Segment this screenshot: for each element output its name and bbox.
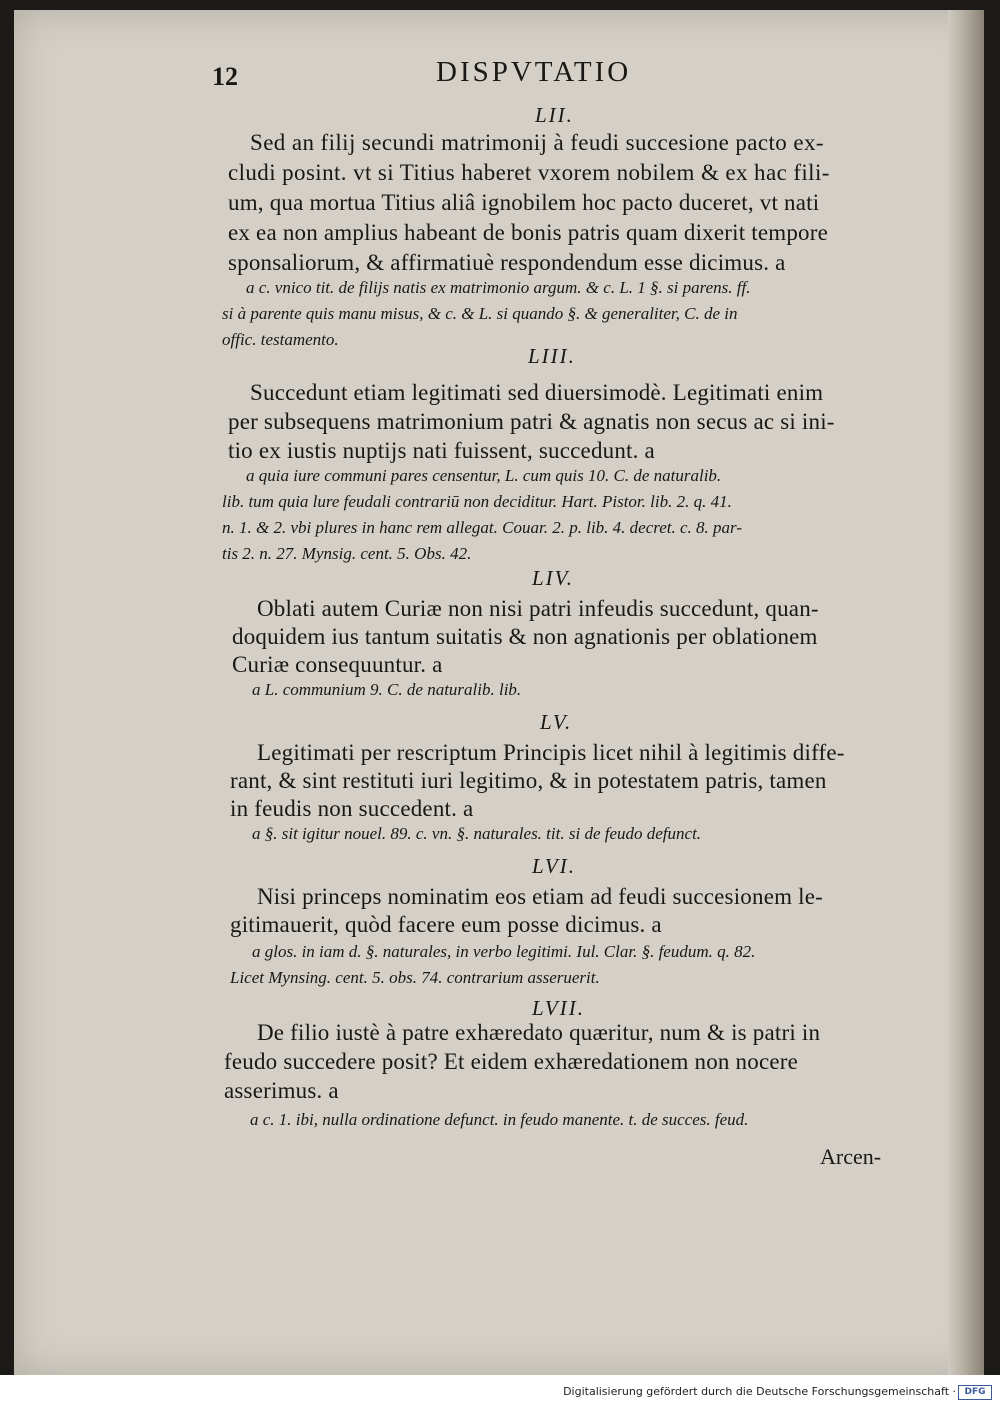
footnote-line: a L. communium 9. C. de naturalib. lib.: [252, 680, 522, 699]
footnote-line: lib. tum quia lure feudali contrariū non deciditur. Hart. Pistor. lib. 2. q. 41.: [222, 492, 732, 511]
footnote-line: n. 1. & 2. vbi plures in hanc rem allegat. Couar. 2. p. lib. 4. decret. c. 8. par-: [222, 518, 742, 537]
footnote-line: si à parente quis manu misus, & c. & L. si quando §. & generaliter, C. de in: [222, 304, 738, 323]
text-line: per subsequens matrimonium patri & agnatis non secus ac si ini-: [228, 409, 835, 434]
footnote-line: tis 2. n. 27. Mynsig. cent. 5. Obs. 42.: [222, 544, 472, 563]
dfg-logo: DFG: [958, 1385, 992, 1400]
section-heading: LVI.: [532, 854, 576, 878]
footnote-line: Licet Mynsing. cent. 5. obs. 74. contrarium asseruerit.: [230, 968, 600, 987]
text-line: De filio iustè à patre exhæredato quæritur, num & is patri in: [257, 1020, 821, 1045]
text-line: Nisi princeps nominatim eos etiam ad feudi succesionem le-: [257, 884, 824, 909]
footnote-line: a quia iure communi pares censentur, L. cum quis 10. C. de naturalib.: [246, 466, 722, 485]
text-line: Curiæ consequuntur. a: [232, 652, 443, 677]
text-line: cludi posint. vt si Titius haberet vxorem nobilem & ex hac fili-: [228, 160, 830, 185]
footnote-line: offic. testamento.: [222, 330, 339, 349]
section-heading: LIII.: [528, 344, 576, 368]
text-line: Succedunt etiam legitimati sed diuersimodè. Legitimati enim: [250, 380, 824, 405]
section-heading: LV.: [540, 710, 573, 734]
footnote-line: a c. vnico tit. de filijs natis ex matrimonio argum. & c. L. 1 §. si parens. ff.: [246, 278, 751, 297]
text-line: tio ex iustis nuptijs nati fuissent, succedunt. a: [228, 438, 655, 463]
page-number: 12: [212, 62, 238, 91]
footnote-line: a c. 1. ibi, nulla ordinatione defunct. in feudo manente. t. de succes. feud.: [250, 1110, 749, 1129]
text-line: um, qua mortua Titius aliâ ignobilem hoc pacto duceret, vt nati: [228, 190, 820, 215]
text-line: feudo succedere posit? Et eidem exhæredationem non nocere: [224, 1049, 799, 1074]
digitization-footer: [0, 1381, 1000, 1401]
text-line: ex ea non amplius habeant de bonis patris quam dixerit tempore: [228, 220, 829, 245]
section-heading: LVII.: [532, 996, 585, 1020]
catchword: Arcen-: [820, 1144, 882, 1169]
footnote-line: a glos. in iam d. §. naturales, in verbo legitimi. Iul. Clar. §. feudum. q. 82.: [252, 942, 756, 961]
running-head: DISPVTATIO: [436, 56, 632, 88]
section-heading: LII.: [535, 103, 574, 127]
text-line: Oblati autem Curiæ non nisi patri infeudis succedunt, quan-: [257, 596, 819, 621]
text-line: rant, & sint restituti iuri legitimo, & in potestatem patris, tamen: [230, 768, 827, 793]
footnote-line: a §. sit igitur nouel. 89. c. vn. §. naturales. tit. si de feudo defunct.: [252, 824, 702, 843]
text-line: in feudis non succedent. a: [230, 796, 474, 821]
section-heading: LIV.: [532, 566, 575, 590]
text-line: doquidem ius tantum suitatis & non agnationis per oblationem: [232, 624, 818, 649]
text-line: asserimus. a: [224, 1078, 339, 1103]
text-line: gitimauerit, quòd facere eum posse dicimus. a: [230, 912, 662, 937]
text-line: sponsaliorum, & affirmatiuè respondendum esse dicimus. a: [228, 250, 786, 275]
text-line: Legitimati per rescriptum Principis licet nihil à legitimis diffe-: [257, 740, 845, 765]
text-line: Sed an filij secundi matrimonij à feudi succesione pacto ex-: [250, 130, 824, 155]
dfg-credit-text: Digitalisierung gefördert durch die Deutsche Forschungsgemeinschaft ·: [563, 1385, 956, 1398]
